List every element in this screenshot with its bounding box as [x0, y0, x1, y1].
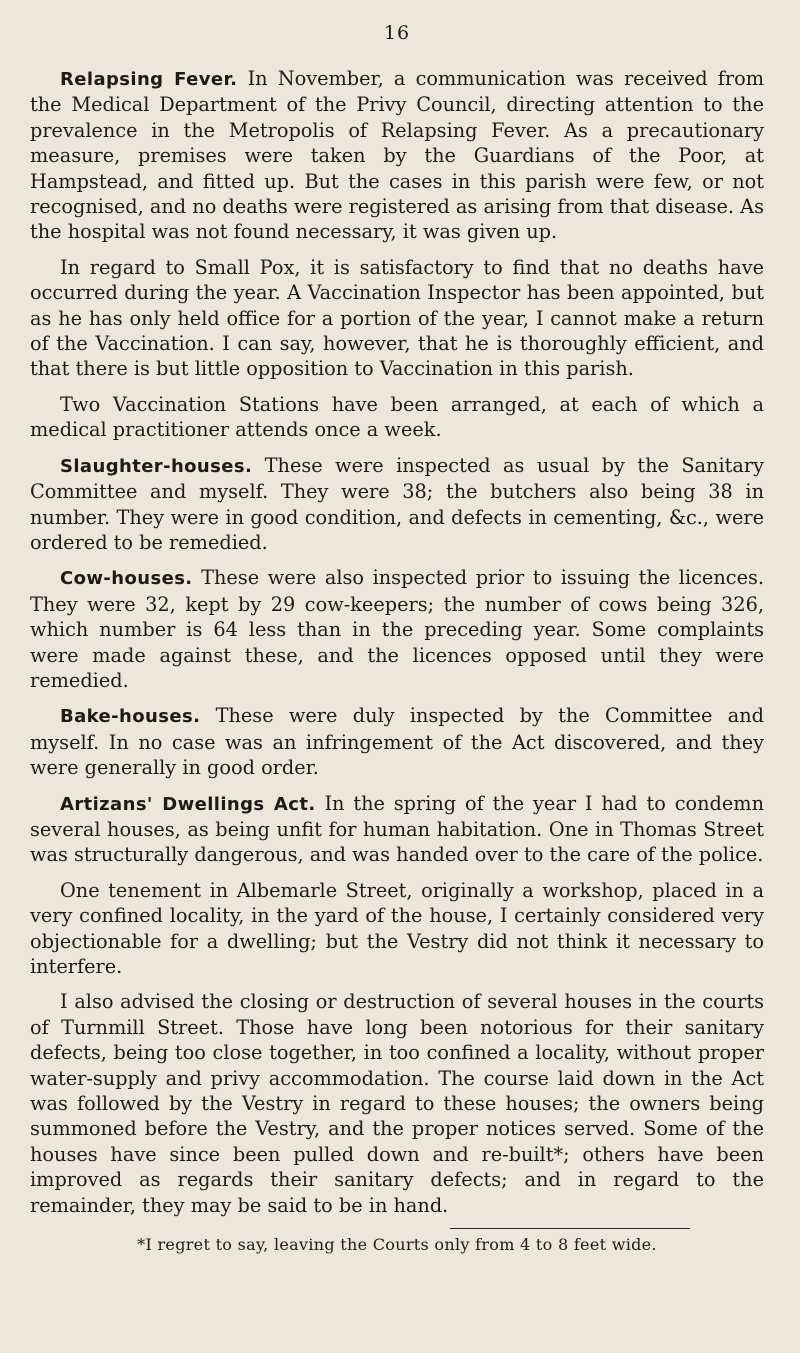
- artizans-dwellings-heading: Artizans' Dwellings Act.: [60, 793, 316, 815]
- albemarle-street-paragraph: One tenement in Albemarle Street, originally a workshop, placed in a very confined locality, in the yard of the house, I certainly considered very objectionable for a dwelling; but the Vestry did not think it necessary to interfere.: [30, 878, 764, 978]
- bake-houses-heading: Bake-houses.: [60, 706, 201, 728]
- bake-houses-paragraph: [30, 703, 764, 780]
- vaccination-stations-paragraph: Two Vaccination Stations have been arranged, at each of which a medical practitioner attends once a week.: [30, 392, 764, 442]
- paragraph-text: In November, a communication was received from the Medical Department of the Privy Council, directing attention to the prevalence in the Metropolis of Relapsing Fever. As a precautionary measure, premises were taken by the Guardians of the Poor, at Hampstead, and fitted up. But the cases in this parish were few, or not recognised, and no deaths were registered as arising from that disease. As the hospital was not found necessary, it was given up.: [30, 67, 764, 244]
- paragraph-text: These were also inspected prior to issuing the licences. They were 32, kept by 29 cow-keepers; the number of cows being 326, which number is 64 less than in the preceding year. Some complaints were made against these, and the licences opposed until they were remedied.: [30, 566, 764, 692]
- paragraph-text: In the spring of the year I had to condemn several houses, as being unfit for human habitation. One in Thomas Street was structurally dangerous, and was handed over to the care of the police.: [30, 791, 764, 867]
- relapsing-fever-heading: Relapsing Fever.: [60, 69, 238, 90]
- cow-houses-heading: Cow-houses.: [60, 568, 193, 590]
- artizans-dwellings-paragraph: [30, 791, 764, 868]
- paragraph-text: These were duly inspected by the Committee and myself. In no case was an infringement of the Act discovered, and they were generally in good order.: [30, 704, 764, 780]
- slaughter-houses-heading: Slaughter-houses.: [60, 455, 253, 477]
- relapsing-fever-paragraph: [30, 66, 764, 245]
- slaughter-houses-paragraph: [30, 453, 764, 556]
- cow-houses-paragraph: [30, 565, 764, 693]
- footnote: *I regret to say, leaving the Courts only from 4 to 8 feet wide.: [137, 1235, 657, 1255]
- page-number: 16: [383, 22, 411, 44]
- paragraph-text: These were inspected as usual by the Sanitary Committee and myself. They were 38; the butchers also being 38 in number. They were in good condition, and defects in cementing, &c., were ordered to be remedied.: [30, 453, 764, 554]
- turnmill-street-paragraph: I also advised the closing or destruction of several houses in the courts of Turnmill Street. Those have long been notorious for their sanitary defects, being too close together, in too confined a locality, without proper water-supply and privy accommodation. The course laid down in the Act was followed by the Vestry in regard to these houses; the owners being summoned before the Vestry, and the proper notices served. Some of the houses have since been pulled down and re-built*; others have been improved as regards their sanitary defects; and in regard to the remainder, they may be said to be in hand.: [30, 990, 764, 1217]
- small-pox-paragraph: In regard to Small Pox, it is satisfactory to find that no deaths have occurred during the year. A Vaccination Inspector has been appointed, but as he has only held office for a portion of the year, I cannot make a return of the Vaccination. I can say, however, that he is thoroughly efficient, and that there is but little opposition to Vaccination in this parish.: [30, 255, 764, 381]
- footnote-divider: [450, 1228, 690, 1229]
